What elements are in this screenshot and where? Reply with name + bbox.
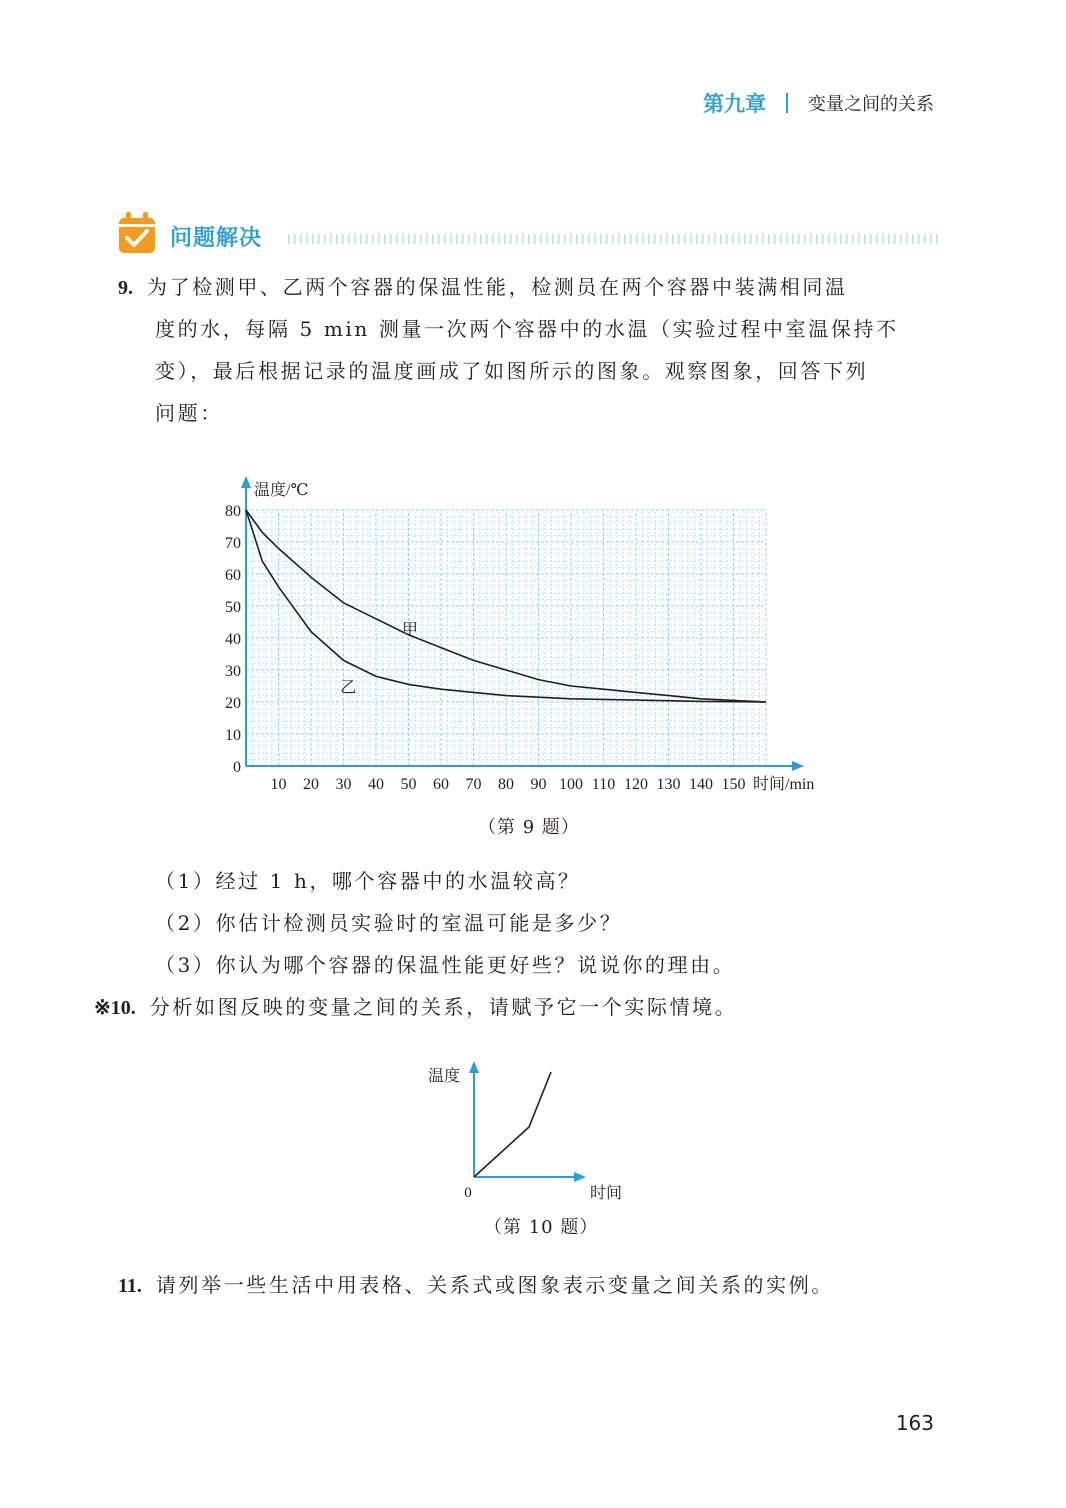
y-axis-arrow [469, 1061, 479, 1073]
q11-number: 11. [118, 1275, 142, 1297]
y-tick-label: 60 [225, 567, 241, 584]
x-axis-arrow [792, 761, 804, 771]
y-tick-label: 10 [225, 727, 241, 744]
x-tick-label: 10 [270, 776, 287, 793]
y-tick-label: 70 [225, 535, 241, 552]
q9-sub-2: （2）你估计检测员实验时的室温可能是多少？ [155, 911, 623, 935]
temperature-chart [200, 470, 850, 800]
x-tick-label: 130 [656, 776, 681, 793]
x-tick-label: 90 [530, 776, 547, 793]
x-tick-label: 40 [368, 776, 384, 793]
q9-line-2: 度的水，每隔 5 min 测量一次两个容器中的水温（实验过程中室温保持不 [155, 317, 899, 341]
series-label-yi: 乙 [340, 679, 357, 697]
x-tick-label: 30 [335, 776, 352, 793]
q9-line-1: 9. 为了检测甲、乙两个容器的保温性能，检测员在两个容器中装满相同温 [118, 275, 848, 299]
temperature-line [474, 1072, 551, 1177]
header-divider [786, 93, 788, 113]
x-tick-label: 150 [721, 776, 746, 793]
x-tick-label: 80 [498, 776, 514, 793]
x-tick-label: 100 [559, 776, 583, 793]
q11-line: 11. 请列举一些生活中用表格、关系式或图象表示变量之间关系的实例。 [118, 1273, 834, 1297]
q9-sub-3: （3）你认为哪个容器的保温性能更好些？说说你的理由。 [155, 953, 736, 977]
q9-caption: （第 9 题） [478, 817, 580, 838]
x-axis-arrow [574, 1172, 586, 1182]
chapter-label: 第九章 [703, 92, 766, 116]
origin-label: 0 [464, 1185, 472, 1201]
q9-number: 9. [118, 277, 133, 299]
y-tick-label: 20 [225, 695, 241, 712]
x-tick-label: 20 [303, 776, 319, 793]
calendar-check-icon [118, 212, 156, 254]
y-tick-label: 0 [233, 759, 241, 776]
x-tick-label: 60 [433, 776, 449, 793]
x-axis-title: 时间 [590, 1185, 623, 1202]
dotted-rule [288, 234, 940, 244]
y-axis-title: 温度 [428, 1068, 461, 1085]
page-header [703, 88, 934, 118]
chapter-title: 变量之间的关系 [808, 94, 934, 115]
q9-line-4: 问题： [155, 401, 223, 425]
q10-caption: （第 10 题） [484, 1217, 599, 1238]
page-number: 163 [895, 1411, 934, 1435]
x-tick-label: 110 [591, 776, 616, 793]
x-tick-label: 70 [465, 776, 482, 793]
q10-line: ※10. 分析如图反映的变量之间的关系，请赋予它一个实际情境。 [94, 995, 738, 1019]
x-tick-label: 120 [624, 776, 648, 793]
section-heading [118, 212, 940, 256]
series-label-jia: 甲 [402, 621, 419, 639]
x-tick-label: 50 [400, 776, 417, 793]
x-tick-label: 140 [689, 776, 713, 793]
q10-graph [420, 1055, 640, 1205]
q10-number: ※10. [94, 997, 136, 1019]
x-axis-title: 时间/min [753, 776, 815, 793]
y-tick-label: 80 [225, 503, 241, 520]
y-tick-label: 40 [225, 631, 241, 648]
y-tick-label: 30 [225, 663, 241, 680]
y-tick-label: 50 [225, 599, 241, 616]
y-axis-arrow [241, 476, 251, 488]
y-axis-title: 温度/℃ [254, 482, 309, 499]
q9-sub-1: （1）经过 1 h，哪个容器中的水温较高？ [155, 869, 581, 893]
q9-line-3: 变），最后根据记录的温度画成了如图所示的图象。观察图象，回答下列 [155, 359, 869, 383]
section-title: 问题解决 [170, 226, 263, 251]
